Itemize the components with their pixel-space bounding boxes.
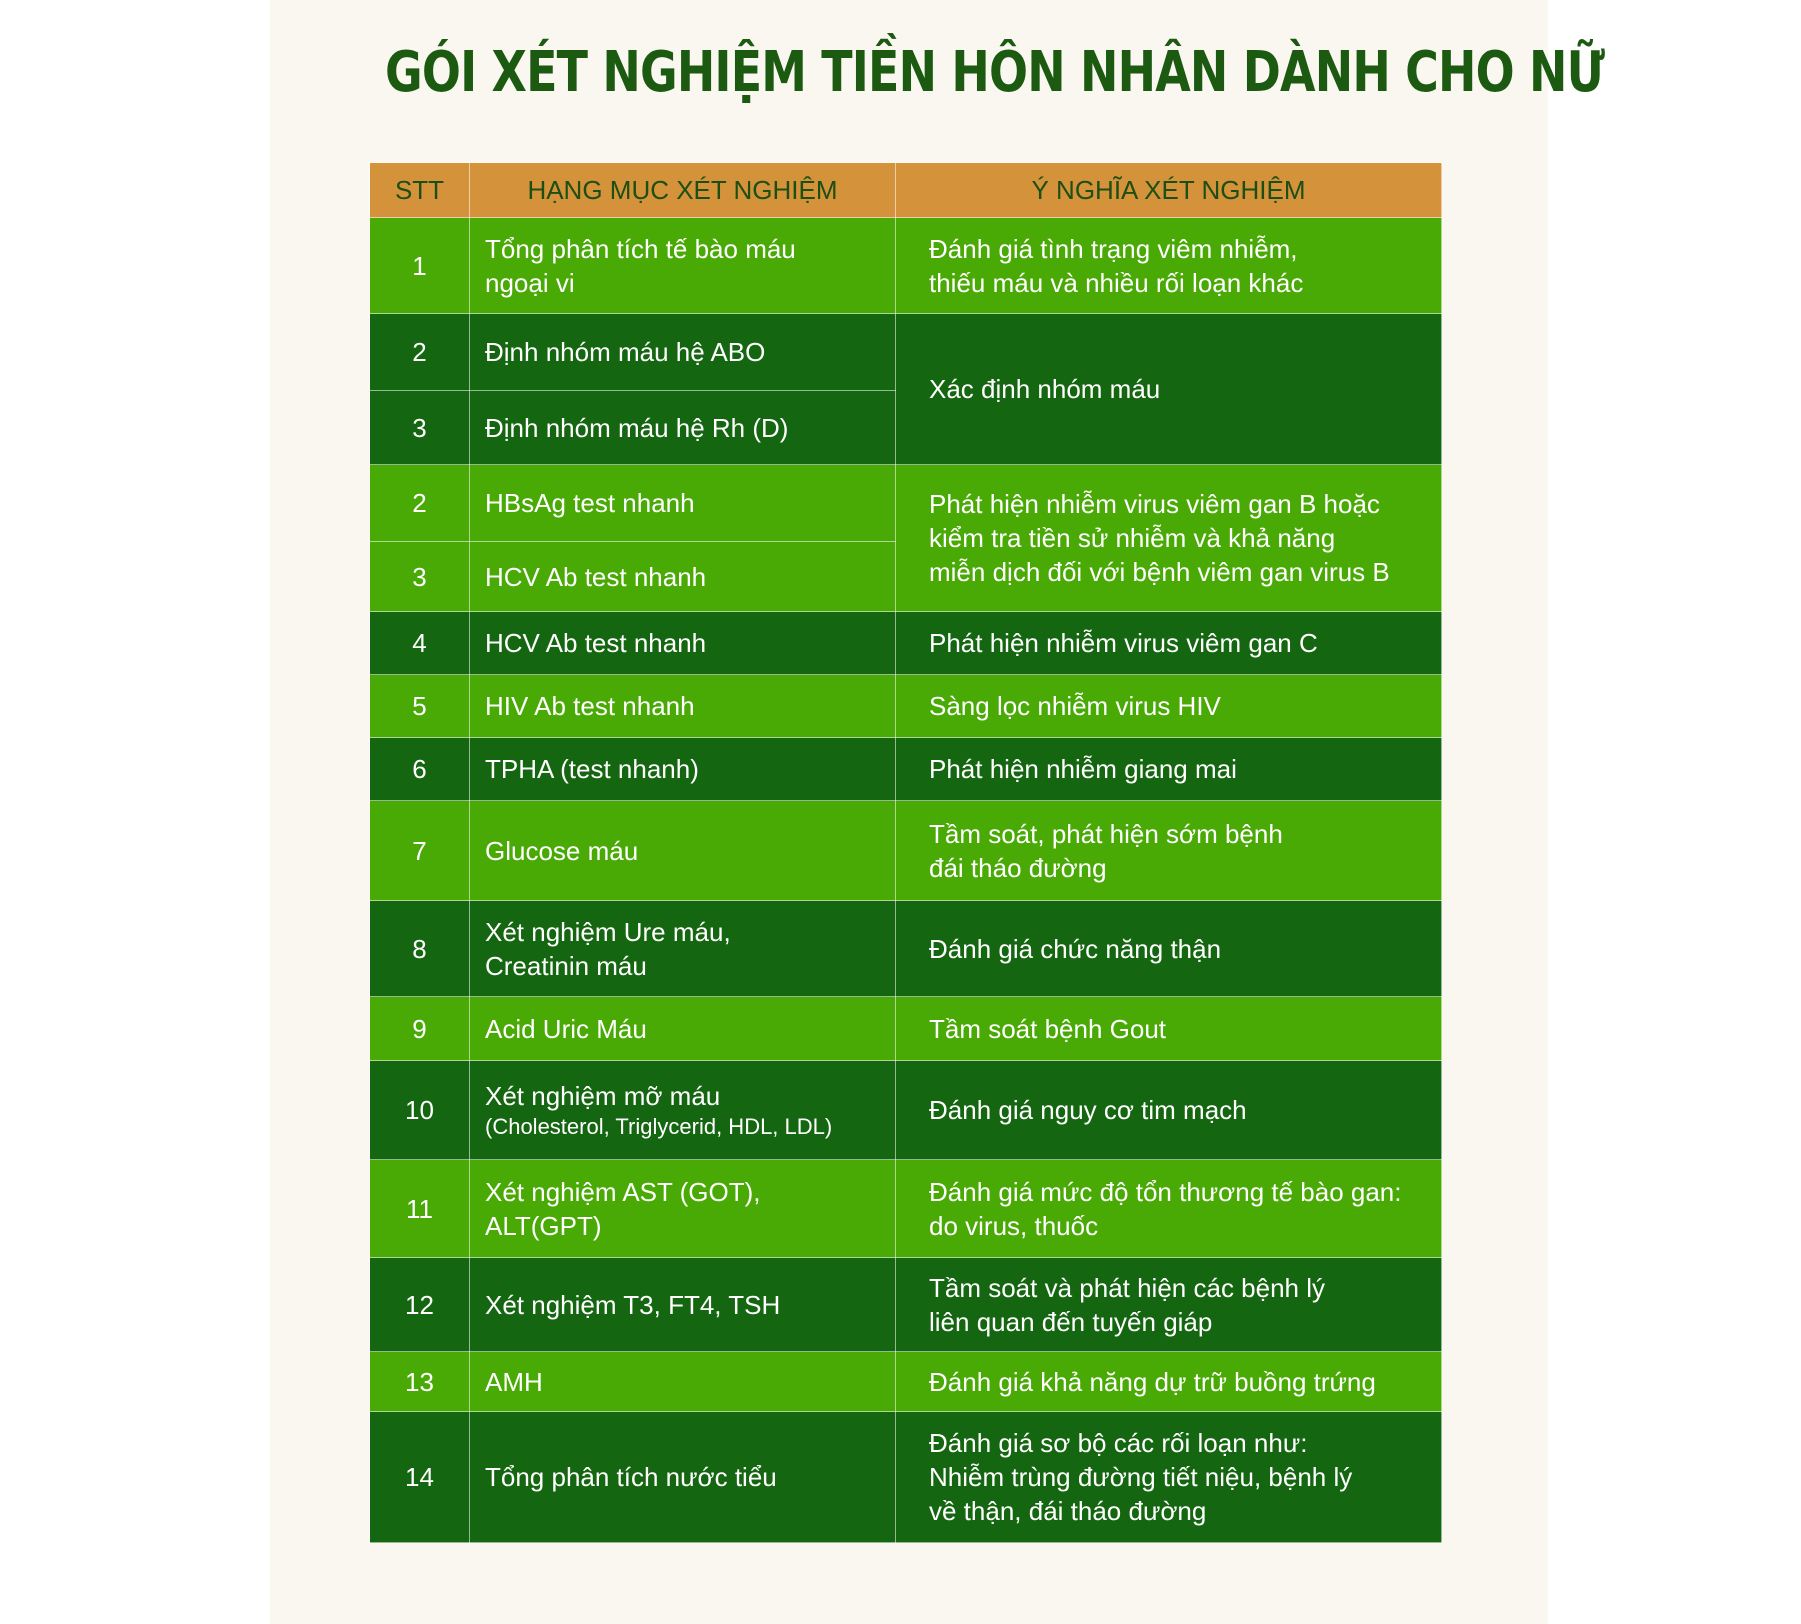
stt-cell: 3 <box>370 542 470 612</box>
item-line: Xét nghiệm T3, FT4, TSH <box>485 1289 781 1320</box>
item-line: ngoại vi <box>485 267 575 298</box>
item-cell <box>470 1061 896 1160</box>
table-row <box>370 675 1442 738</box>
table-row <box>370 1352 1442 1412</box>
stt-cell: 14 <box>370 1412 470 1543</box>
meaning-cell <box>896 1412 1442 1543</box>
item-cell <box>470 1160 896 1258</box>
item-cell <box>470 1258 896 1352</box>
meaning-line: Đánh giá tình trạng viêm nhiễm, <box>929 233 1298 264</box>
header-stt: STT <box>370 163 470 218</box>
item-line: HBsAg test nhanh <box>485 488 695 518</box>
table-row <box>370 612 1442 675</box>
table-row <box>370 997 1442 1061</box>
meaning-cell <box>896 997 1442 1061</box>
meaning-line: Đánh giá nguy cơ tim mạch <box>929 1095 1247 1125</box>
item-cell <box>470 901 896 997</box>
meaning-line: Nhiễm trùng đường tiết niệu, bệnh lý <box>929 1462 1353 1492</box>
meaning-line: Phát hiện nhiễm virus viêm gan B hoặc <box>929 489 1380 519</box>
item-line: Glucose máu <box>485 835 639 866</box>
stt-cell: 6 <box>370 738 470 801</box>
item-line: Tổng phân tích nước tiểu <box>485 1462 777 1492</box>
table-row <box>370 218 1442 314</box>
stt-cell: 5 <box>370 675 470 738</box>
meaning-line: Phát hiện nhiễm virus viêm gan C <box>929 628 1318 658</box>
item-line: TPHA (test nhanh) <box>485 754 699 784</box>
item-line: Xét nghiệm Ure máu, <box>485 916 731 947</box>
table-row <box>370 901 1442 997</box>
item-cell <box>470 801 896 901</box>
item-cell <box>470 738 896 801</box>
meaning-line: liên quan đến tuyến giáp <box>929 1306 1213 1337</box>
table-header-row <box>370 163 1442 218</box>
meaning-cell <box>896 218 1442 314</box>
stt-cell: 12 <box>370 1258 470 1352</box>
item-line: Creatinin máu <box>485 950 647 981</box>
item-cell <box>470 675 896 738</box>
stt-cell: 13 <box>370 1352 470 1412</box>
table-row <box>370 738 1442 801</box>
meaning-line: Tầm soát, phát hiện sớm bệnh <box>929 818 1283 849</box>
item-line: Xét nghiệm mỡ máu <box>485 1081 721 1111</box>
table-row <box>370 801 1442 901</box>
meaning-cell <box>896 1352 1442 1412</box>
meaning-line: Tầm soát bệnh Gout <box>929 1013 1167 1044</box>
meaning-line: Phát hiện nhiễm giang mai <box>929 754 1237 784</box>
meaning-line: miễn dịch đối với bệnh viêm gan virus B <box>929 557 1390 587</box>
item-cell <box>470 465 896 542</box>
stt-cell: 2 <box>370 314 470 391</box>
item-line: Định nhóm máu hệ ABO <box>485 337 766 367</box>
table-row <box>370 314 1442 391</box>
stt-cell: 4 <box>370 612 470 675</box>
item-cell <box>470 314 896 391</box>
meaning-line: kiểm tra tiền sử nhiễm và khả năng <box>929 523 1336 553</box>
item-line: AMH <box>485 1366 543 1397</box>
meaning-cell <box>896 738 1442 801</box>
item-cell <box>470 391 896 465</box>
meaning-line: Đánh giá mức độ tổn thương tế bào gan: <box>929 1176 1402 1207</box>
meaning-line: Đánh giá khả năng dự trữ buồng trứng <box>929 1366 1376 1397</box>
table-row <box>370 1061 1442 1160</box>
table-row <box>370 465 1442 542</box>
item-line: Acid Uric Máu <box>485 1013 647 1044</box>
stt-cell: 7 <box>370 801 470 901</box>
meaning-line: do virus, thuốc <box>929 1210 1099 1241</box>
item-line: HIV Ab test nhanh <box>485 691 695 721</box>
item-line: HCV Ab test nhanh <box>485 561 707 592</box>
item-cell <box>470 997 896 1061</box>
table-row <box>370 1160 1442 1258</box>
item-cell <box>470 612 896 675</box>
page-title: GÓI XÉT NGHIỆM TIỀN HÔN NHÂN DÀNH CHO NỮ <box>385 40 1605 105</box>
stt-cell: 1 <box>370 218 470 314</box>
item-line: Tổng phân tích tế bào máu <box>485 233 796 264</box>
meaning-cell <box>896 612 1442 675</box>
table-row <box>370 1412 1442 1543</box>
item-line: Xét nghiệm AST (GOT), <box>485 1176 761 1207</box>
item-cell <box>470 1412 896 1543</box>
meaning-cell <box>896 1160 1442 1258</box>
stt-cell: 10 <box>370 1061 470 1160</box>
meaning-line: Sàng lọc nhiễm virus HIV <box>929 691 1221 721</box>
item-cell <box>470 1352 896 1412</box>
meaning-line: về thận, đái tháo đường <box>929 1496 1207 1526</box>
meaning-cell <box>896 675 1442 738</box>
meaning-cell <box>896 465 1442 612</box>
meaning-line: Tầm soát và phát hiện các bệnh lý <box>929 1272 1326 1303</box>
meaning-line: thiếu máu và nhiều rối loạn khác <box>929 267 1304 298</box>
item-line: Định nhóm máu hệ Rh (D) <box>485 412 789 443</box>
stt-cell: 11 <box>370 1160 470 1258</box>
meaning-line: Xác định nhóm máu <box>929 374 1161 404</box>
meaning-cell <box>896 1061 1442 1160</box>
meaning-line: Đánh giá sơ bộ các rối loạn như: <box>929 1428 1308 1458</box>
header-meaning: Ý NGHĨA XÉT NGHIỆM <box>896 163 1442 218</box>
stt-cell: 2 <box>370 465 470 542</box>
meaning-cell <box>896 1258 1442 1352</box>
meaning-cell <box>896 901 1442 997</box>
item-line: HCV Ab test nhanh <box>485 628 707 658</box>
meaning-cell <box>896 314 1442 465</box>
item-line: ALT(GPT) <box>485 1210 602 1241</box>
stt-cell: 8 <box>370 901 470 997</box>
stt-cell: 9 <box>370 997 470 1061</box>
item-cell <box>470 218 896 314</box>
document-card <box>270 0 1605 1624</box>
test-table <box>369 162 1442 1543</box>
stt-cell: 3 <box>370 391 470 465</box>
meaning-line: Đánh giá chức năng thận <box>929 933 1222 964</box>
meaning-line: đái tháo đường <box>929 852 1107 883</box>
meaning-cell <box>896 801 1442 901</box>
table-row <box>370 1258 1442 1352</box>
item-cell <box>470 542 896 612</box>
item-note: (Cholesterol, Triglycerid, HDL, LDL) <box>485 1114 833 1139</box>
header-item: HẠNG MỤC XÉT NGHIỆM <box>470 163 896 218</box>
